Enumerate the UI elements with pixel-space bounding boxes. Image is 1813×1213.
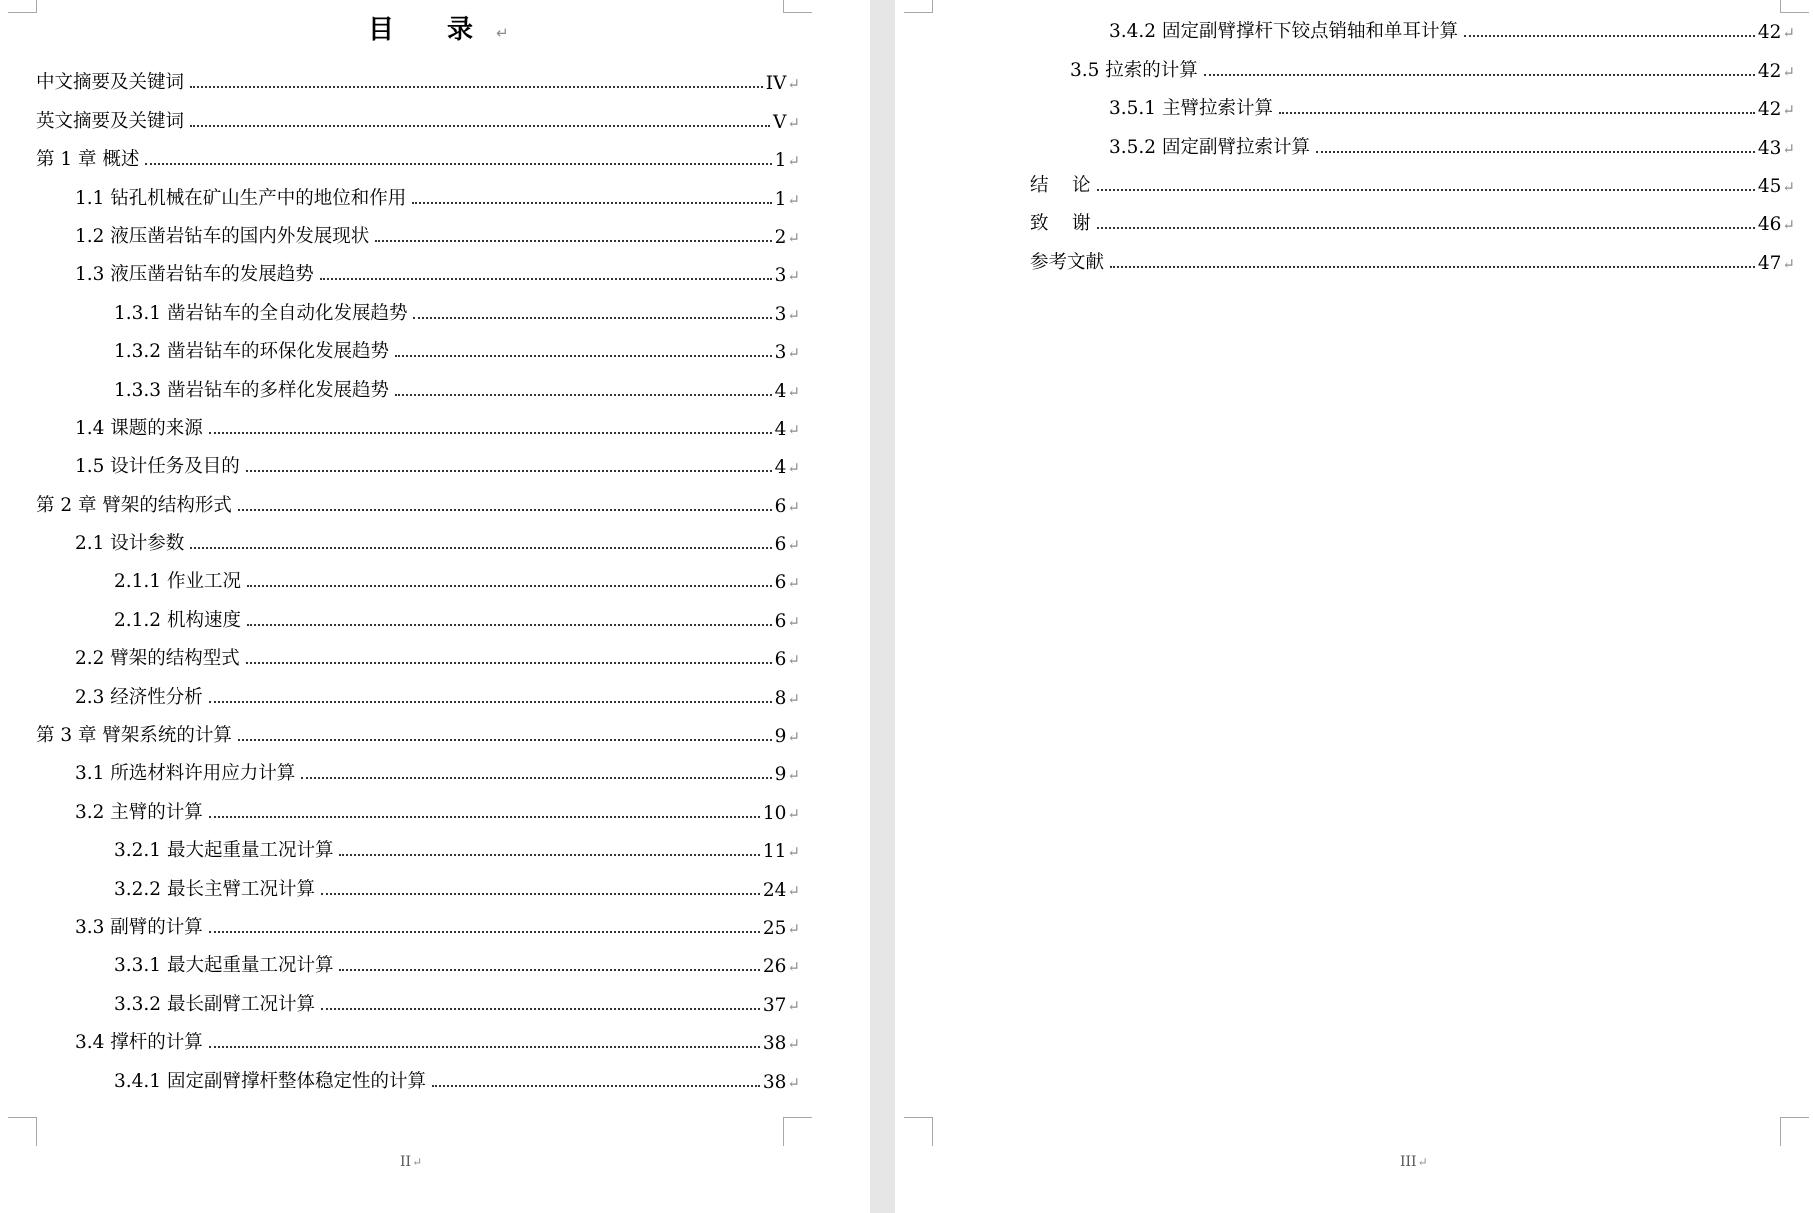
toc-entry[interactable] — [0, 96, 800, 134]
paragraph-mark: ↵ — [1782, 24, 1795, 43]
paragraph-mark: ↵ — [1782, 254, 1795, 273]
toc-entry-title: 致 谢 — [1030, 213, 1091, 235]
toc-entry-page-number: 42 — [1757, 99, 1782, 121]
footer-page-number: III — [1400, 1154, 1417, 1170]
paragraph-mark: ↵ — [787, 574, 800, 593]
toc-entry-page-number: 11 — [762, 841, 787, 863]
toc-entry-title: 3.4 撑杆的计算 — [75, 1032, 203, 1054]
paragraph-mark: ↵ — [1782, 177, 1795, 196]
dot-leader — [247, 585, 772, 587]
dot-leader — [1316, 151, 1755, 153]
toc-entry-title: 3.5.1 主臂拉索计算 — [1109, 98, 1273, 120]
toc-entry-page-number: 37 — [762, 994, 787, 1016]
toc-entry-title: 3.2.1 最大起重量工况计算 — [114, 840, 334, 862]
paragraph-mark: ↵ — [787, 305, 800, 324]
toc-entry-title: 3.2 主臂的计算 — [75, 801, 203, 823]
paragraph-mark: ↵ — [1417, 1155, 1428, 1169]
toc-entry-page-number: 26 — [762, 956, 787, 978]
paragraph-mark: ↵ — [787, 190, 800, 209]
toc-entry-title: 3.2.2 最长主臂工况计算 — [114, 878, 315, 900]
dot-leader — [321, 893, 760, 895]
toc-entry[interactable] — [0, 595, 800, 633]
paragraph-mark: ↵ — [787, 919, 800, 938]
toc-entry[interactable] — [0, 173, 800, 211]
paragraph-mark: ↵ — [787, 689, 800, 708]
paragraph-mark: ↵ — [787, 152, 800, 171]
dot-leader — [1097, 227, 1755, 229]
toc-entry-title: 3.3.2 最长副臂工况计算 — [114, 993, 315, 1015]
toc-entry-page-number: 1 — [774, 188, 787, 210]
toc-entry-page-number: 25 — [762, 917, 787, 939]
page-corner-mark — [904, 1117, 933, 1146]
paragraph-mark: ↵ — [787, 612, 800, 631]
paragraph-mark: ↵ — [787, 996, 800, 1015]
paragraph-mark: ↵ — [787, 267, 800, 286]
toc-entry-page-number: 46 — [1757, 214, 1782, 236]
page-corner-mark — [8, 1117, 37, 1146]
toc-entry[interactable] — [895, 7, 1795, 45]
paragraph-mark: ↵ — [787, 382, 800, 401]
toc-entry-page-number: 6 — [774, 649, 787, 671]
toc-entry-page-number: 47 — [1757, 252, 1782, 274]
toc-entry[interactable] — [0, 212, 800, 250]
dot-leader — [1279, 112, 1755, 114]
toc-entry[interactable] — [0, 672, 800, 710]
dot-leader — [209, 701, 772, 703]
dot-leader — [320, 278, 772, 280]
toc-title-text: 目 录 — [368, 15, 496, 45]
toc-entry[interactable] — [0, 480, 800, 518]
dot-leader — [339, 969, 759, 971]
paragraph-mark: ↵ — [787, 228, 800, 247]
paragraph-mark: ↵ — [1782, 62, 1795, 81]
paragraph-mark: ↵ — [787, 766, 800, 785]
toc-entry-title: 3.5.2 固定副臂拉索计算 — [1109, 136, 1310, 158]
toc-entry[interactable] — [895, 237, 1795, 275]
toc-entry-page-number: 2 — [774, 226, 787, 248]
dot-leader — [1110, 266, 1755, 268]
toc-entry-title: 第 1 章 概述 — [36, 149, 140, 171]
toc-entry-page-number: IV — [765, 73, 787, 95]
toc-entry[interactable] — [0, 404, 800, 442]
dot-leader — [190, 125, 770, 127]
toc-entry-title: 英文摘要及关键词 — [36, 110, 185, 132]
toc-entry-page-number: 24 — [762, 879, 787, 901]
toc-entry[interactable] — [895, 199, 1795, 237]
toc-entry-page-number: 4 — [774, 418, 787, 440]
toc-entry-page-number: 3 — [774, 265, 787, 287]
toc-entry-page-number: 9 — [774, 726, 787, 748]
toc-entry-title: 1.5 设计任务及目的 — [75, 456, 240, 478]
paragraph-mark: ↵ — [787, 536, 800, 555]
toc-entry[interactable] — [0, 1056, 800, 1094]
paragraph-mark: ↵ — [787, 344, 800, 363]
toc-entry[interactable] — [0, 1018, 800, 1056]
dot-leader — [1464, 35, 1755, 37]
paragraph-mark: ↵ — [1782, 139, 1795, 158]
paragraph-mark: ↵ — [787, 459, 800, 478]
toc-entry-title: 1.4 课题的来源 — [75, 417, 203, 439]
page-corner-mark — [1780, 1117, 1809, 1146]
dot-leader — [321, 1008, 760, 1010]
toc-entry[interactable] — [0, 787, 800, 825]
toc-entry-title: 第 3 章 臂架系统的计算 — [36, 725, 232, 747]
toc-entry-page-number: 6 — [774, 534, 787, 556]
paragraph-mark: ↵ — [787, 651, 800, 670]
toc-entry[interactable] — [0, 711, 800, 749]
dot-leader — [375, 240, 771, 242]
dot-leader — [413, 317, 771, 319]
toc-entry-title: 2.1.2 机构速度 — [114, 609, 241, 631]
paragraph-mark: ↵ — [1782, 101, 1795, 120]
paragraph-mark: ↵ — [787, 497, 800, 516]
toc-entry[interactable] — [0, 749, 800, 787]
document-page-left — [0, 0, 870, 1213]
document-page-right — [895, 0, 1813, 1213]
paragraph-mark: ↵ — [787, 1035, 800, 1054]
toc-entry-title: 3.4.1 固定副臂撑杆整体稳定性的计算 — [114, 1070, 426, 1092]
dot-leader — [1204, 74, 1755, 76]
toc-entry-title: 1.3.1 凿岩钻车的全自动化发展趋势 — [114, 302, 408, 324]
page-corner-mark — [783, 1117, 812, 1146]
toc-entry[interactable] — [895, 161, 1795, 199]
dot-leader — [238, 509, 772, 511]
toc-entry-page-number: 4 — [774, 457, 787, 479]
toc-entry-page-number: 6 — [774, 495, 787, 517]
page-number-footer — [400, 1154, 422, 1170]
toc-entry-title: 2.1.1 作业工况 — [114, 571, 241, 593]
toc-entry-title: 3.4.2 固定副臂撑杆下铰点销轴和单耳计算 — [1109, 21, 1458, 43]
toc-entry-title: 中文摘要及关键词 — [36, 72, 185, 94]
toc-entry[interactable] — [0, 634, 800, 672]
dot-leader — [209, 1046, 760, 1048]
paragraph-mark: ↵ — [496, 24, 509, 42]
dot-leader — [190, 86, 763, 88]
toc-entry[interactable] — [0, 519, 800, 557]
toc-entry-title: 1.3 液压凿岩钻车的发展趋势 — [75, 264, 314, 286]
toc-entry[interactable] — [0, 135, 800, 173]
toc-entry[interactable] — [0, 864, 800, 902]
dot-leader — [209, 816, 760, 818]
toc-entry-page-number: 3 — [774, 303, 787, 325]
footer-page-number: II — [400, 1154, 412, 1170]
dot-leader — [301, 777, 771, 779]
paragraph-mark: ↵ — [787, 420, 800, 439]
dot-leader — [339, 854, 759, 856]
paragraph-mark: ↵ — [787, 881, 800, 900]
paragraph-mark: ↵ — [787, 75, 800, 94]
paragraph-mark: ↵ — [787, 1073, 800, 1092]
dot-leader — [238, 739, 772, 741]
dot-leader — [209, 931, 760, 933]
page-number-footer — [1400, 1154, 1428, 1170]
toc-entry[interactable] — [0, 442, 800, 480]
toc-entry[interactable] — [0, 903, 800, 941]
dot-leader — [247, 624, 772, 626]
toc-entry-title: 3.1 所选材料许用应力计算 — [75, 763, 296, 785]
toc-entry-page-number: 4 — [774, 380, 787, 402]
toc-entry-title: 2.1 设计参数 — [75, 533, 185, 555]
toc-entry-page-number: 9 — [774, 764, 787, 786]
toc-entry-page-number: 38 — [762, 1033, 787, 1055]
dot-leader — [246, 470, 772, 472]
toc-entry[interactable] — [0, 365, 800, 403]
toc-list-continued — [895, 7, 1795, 276]
toc-entry[interactable] — [895, 122, 1795, 160]
toc-entry[interactable] — [0, 557, 800, 595]
toc-entry-page-number: 45 — [1757, 175, 1782, 197]
toc-entry[interactable] — [0, 250, 800, 288]
dot-leader — [246, 662, 772, 664]
toc-entry-page-number: 6 — [774, 572, 787, 594]
toc-entry-title: 参考文献 — [1030, 251, 1105, 273]
toc-entry-page-number: 42 — [1757, 60, 1782, 82]
toc-entry-title: 1.1 钻孔机械在矿山生产中的地位和作用 — [75, 187, 407, 209]
toc-entry-title: 3.3 副臂的计算 — [75, 916, 203, 938]
toc-entry-page-number: 3 — [774, 342, 787, 364]
toc-entry-title: 结 论 — [1030, 174, 1091, 196]
toc-entry-title: 第 2 章 臂架的结构形式 — [36, 494, 232, 516]
paragraph-mark: ↵ — [787, 113, 800, 132]
page-corner-mark — [8, 0, 37, 13]
toc-entry-title: 3.3.1 最大起重量工况计算 — [114, 955, 334, 977]
toc-entry[interactable] — [0, 327, 800, 365]
dot-leader — [1097, 189, 1755, 191]
dot-leader — [395, 394, 772, 396]
toc-entry[interactable] — [0, 979, 800, 1017]
toc-entry-title: 2.3 经济性分析 — [75, 686, 203, 708]
dot-leader — [145, 163, 771, 165]
toc-entry-page-number: 38 — [762, 1071, 787, 1093]
toc-entry-page-number: 42 — [1757, 22, 1782, 44]
dot-leader — [412, 202, 771, 204]
paragraph-mark: ↵ — [787, 728, 800, 747]
toc-entry[interactable] — [0, 58, 800, 96]
toc-entry-title: 1.2 液压凿岩钻车的国内外发展现状 — [75, 225, 370, 247]
toc-entry-title: 3.5 拉索的计算 — [1070, 59, 1198, 81]
toc-entry-page-number: 43 — [1757, 137, 1782, 159]
dot-leader — [209, 432, 772, 434]
toc-entry[interactable] — [895, 84, 1795, 122]
toc-entry-title: 1.3.2 凿岩钻车的环保化发展趋势 — [114, 341, 389, 363]
dot-leader — [432, 1085, 760, 1087]
toc-entry-page-number: 1 — [774, 150, 787, 172]
toc-entry-page-number: 6 — [774, 610, 787, 632]
paragraph-mark: ↵ — [787, 843, 800, 862]
toc-entry[interactable] — [0, 826, 800, 864]
toc-entry-title: 1.3.3 凿岩钻车的多样化发展趋势 — [114, 379, 389, 401]
toc-list — [0, 58, 800, 1095]
toc-entry-title: 2.2 臂架的结构型式 — [75, 648, 240, 670]
paragraph-mark: ↵ — [787, 958, 800, 977]
dot-leader — [190, 547, 771, 549]
toc-entry-page-number: V — [773, 111, 787, 133]
toc-entry[interactable] — [0, 288, 800, 326]
dot-leader — [395, 355, 772, 357]
paragraph-mark: ↵ — [787, 804, 800, 823]
toc-entry[interactable] — [0, 941, 800, 979]
toc-entry[interactable] — [895, 45, 1795, 83]
paragraph-mark: ↵ — [412, 1155, 423, 1169]
paragraph-mark: ↵ — [1782, 216, 1795, 235]
toc-entry-page-number: 8 — [774, 687, 787, 709]
toc-entry-page-number: 10 — [762, 802, 787, 824]
